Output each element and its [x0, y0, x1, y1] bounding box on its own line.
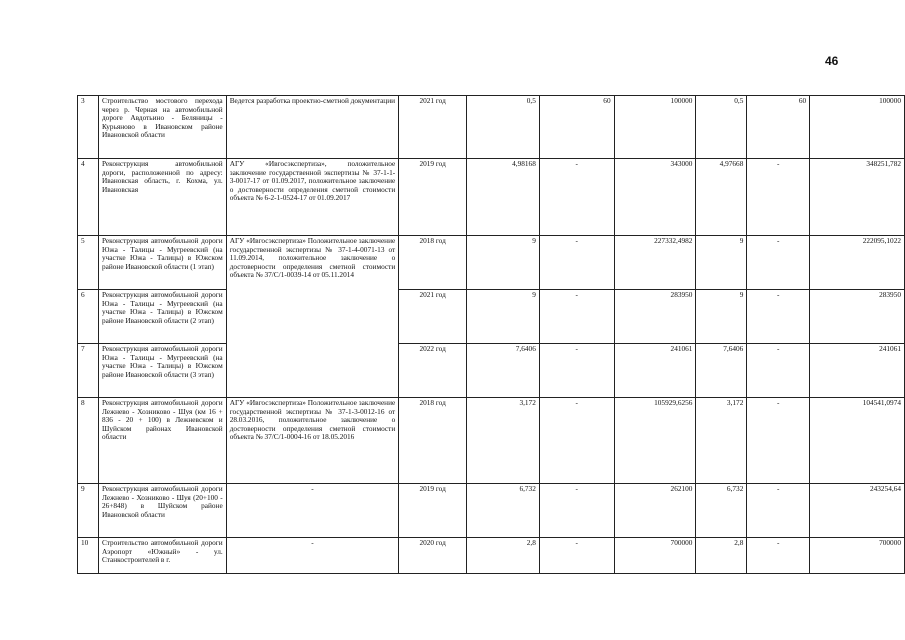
value-3: 100000	[614, 96, 696, 159]
value-4: 2,8	[696, 538, 747, 574]
value-1: 4,98168	[467, 159, 540, 236]
object-name: Строительство мостового перехода через р. Черная на автомобильной дороге Авдотьино - Беляницы - Курьяново в Ивановском районе Ивановской области	[98, 96, 226, 159]
value-3: 262100	[614, 484, 696, 538]
row-number: 6	[78, 290, 99, 344]
value-2: 60	[539, 96, 614, 159]
value-5: -	[747, 290, 810, 344]
value-2: -	[539, 159, 614, 236]
page-number: 46	[825, 54, 839, 68]
object-name: Реконструкция автомобильной дороги Южа - Талицы - Мугреевский (на участке Южа - Талицы) в Южском районе Ивановской области (2 этап)	[98, 290, 226, 344]
table-row	[78, 159, 905, 236]
value-1: 6,732	[467, 484, 540, 538]
expertise-info: -	[226, 538, 399, 574]
value-1: 0,5	[467, 96, 540, 159]
value-5: -	[747, 236, 810, 290]
value-4: 3,172	[696, 398, 747, 484]
expertise-info: АГУ «Ивгосэкспертиза» Положительное заключение государственной экспертизы № 37-1-3-0012-16 от 28.03.2016, положительное заключение о достоверности определения сметной стоимости объекта № 37/С/1-0004-16 от 18.05.2016	[226, 398, 399, 484]
row-number: 8	[78, 398, 99, 484]
table-row	[78, 96, 905, 159]
table-row	[78, 484, 905, 538]
value-6: 100000	[810, 96, 905, 159]
value-4: 7,6406	[696, 344, 747, 398]
year-cell: 2022 год	[399, 344, 467, 398]
value-1: 9	[467, 236, 540, 290]
value-1: 3,172	[467, 398, 540, 484]
year-cell: 2020 год	[399, 538, 467, 574]
year-cell: 2018 год	[399, 236, 467, 290]
value-4: 6,732	[696, 484, 747, 538]
value-3: 105929,6256	[614, 398, 696, 484]
value-5: 60	[747, 96, 810, 159]
value-6: 222095,1022	[810, 236, 905, 290]
value-3: 227332,4982	[614, 236, 696, 290]
object-name: Реконструкция автомобильной дороги Лежнево - Хозниково - Шуя (км 16 + 836 - 20 + 100) в Лежневском и Шуйском районах Ивановской области	[98, 398, 226, 484]
year-cell: 2021 год	[399, 290, 467, 344]
value-3: 283950	[614, 290, 696, 344]
value-6: 348251,782	[810, 159, 905, 236]
object-name: Строительство автомобильной дороги Аэропорт «Южный» - ул. Станкостроителей в г.	[98, 538, 226, 574]
table-row	[78, 344, 905, 398]
table-row	[78, 290, 905, 344]
value-2: -	[539, 236, 614, 290]
expertise-info: АГУ «Ивгосэкспертиза», положительное заключение государственной экспертизы № 37-1-1-3-0017-17 от 01.09.2017, положительное заключение о достоверности определения сметной стоимости объекта № 6-2-1-0524-17 от 01.09.2017	[226, 159, 399, 236]
value-6: 241061	[810, 344, 905, 398]
value-2: -	[539, 538, 614, 574]
value-3: 241061	[614, 344, 696, 398]
value-2: -	[539, 484, 614, 538]
objects-table	[77, 95, 905, 574]
value-4: 9	[696, 290, 747, 344]
row-number: 3	[78, 96, 99, 159]
value-4: 9	[696, 236, 747, 290]
table-row	[78, 236, 905, 290]
value-6: 700000	[810, 538, 905, 574]
row-number: 10	[78, 538, 99, 574]
year-cell: 2021 год	[399, 96, 467, 159]
object-name: Реконструкция автомобильной дороги Лежнево - Хозниково - Шуя (20+100 - 26+848) в Шуйском районе Ивановской области	[98, 484, 226, 538]
table-row	[78, 538, 905, 574]
value-1: 9	[467, 290, 540, 344]
value-2: -	[539, 290, 614, 344]
value-6: 104541,0974	[810, 398, 905, 484]
value-1: 2,8	[467, 538, 540, 574]
value-4: 4,97668	[696, 159, 747, 236]
table-row	[78, 398, 905, 484]
value-6: 283950	[810, 290, 905, 344]
value-5: -	[747, 538, 810, 574]
object-name: Реконструкция автомобильной дороги Южа - Талицы - Мугреевский (на участке Южа - Талицы) в Южском районе Ивановской области (1 этап)	[98, 236, 226, 290]
value-2: -	[539, 398, 614, 484]
year-cell: 2019 год	[399, 159, 467, 236]
value-3: 343000	[614, 159, 696, 236]
value-3: 700000	[614, 538, 696, 574]
value-5: -	[747, 159, 810, 236]
value-6: 243254,64	[810, 484, 905, 538]
expertise-info: АГУ «Ивгосэкспертиза» Положительное заключение государственной экспертизы № 37-1-4-0071-13 от 11.09.2014, положительное заключение о достоверности определения сметной стоимости объекта № 37/С/1-0039-14 от 05.11.2014	[226, 236, 399, 398]
expertise-info: Ведется разработка проектно-сметной документации	[226, 96, 399, 159]
year-cell: 2019 год	[399, 484, 467, 538]
value-5: -	[747, 484, 810, 538]
row-number: 9	[78, 484, 99, 538]
row-number: 7	[78, 344, 99, 398]
row-number: 5	[78, 236, 99, 290]
value-5: -	[747, 398, 810, 484]
expertise-info: -	[226, 484, 399, 538]
object-name: Реконструкция автомобильной дороги Южа - Талицы - Мугреевский (на участке Южа - Талицы) в Южском районе Ивановской области (3 этап)	[98, 344, 226, 398]
row-number: 4	[78, 159, 99, 236]
value-5: -	[747, 344, 810, 398]
object-name: Реконструкция автомобильной дороги, расположенной по адресу: Ивановская область, г. Кохма, ул. Ивановская	[98, 159, 226, 236]
value-4: 0,5	[696, 96, 747, 159]
value-1: 7,6406	[467, 344, 540, 398]
year-cell: 2018 год	[399, 398, 467, 484]
value-2: -	[539, 344, 614, 398]
